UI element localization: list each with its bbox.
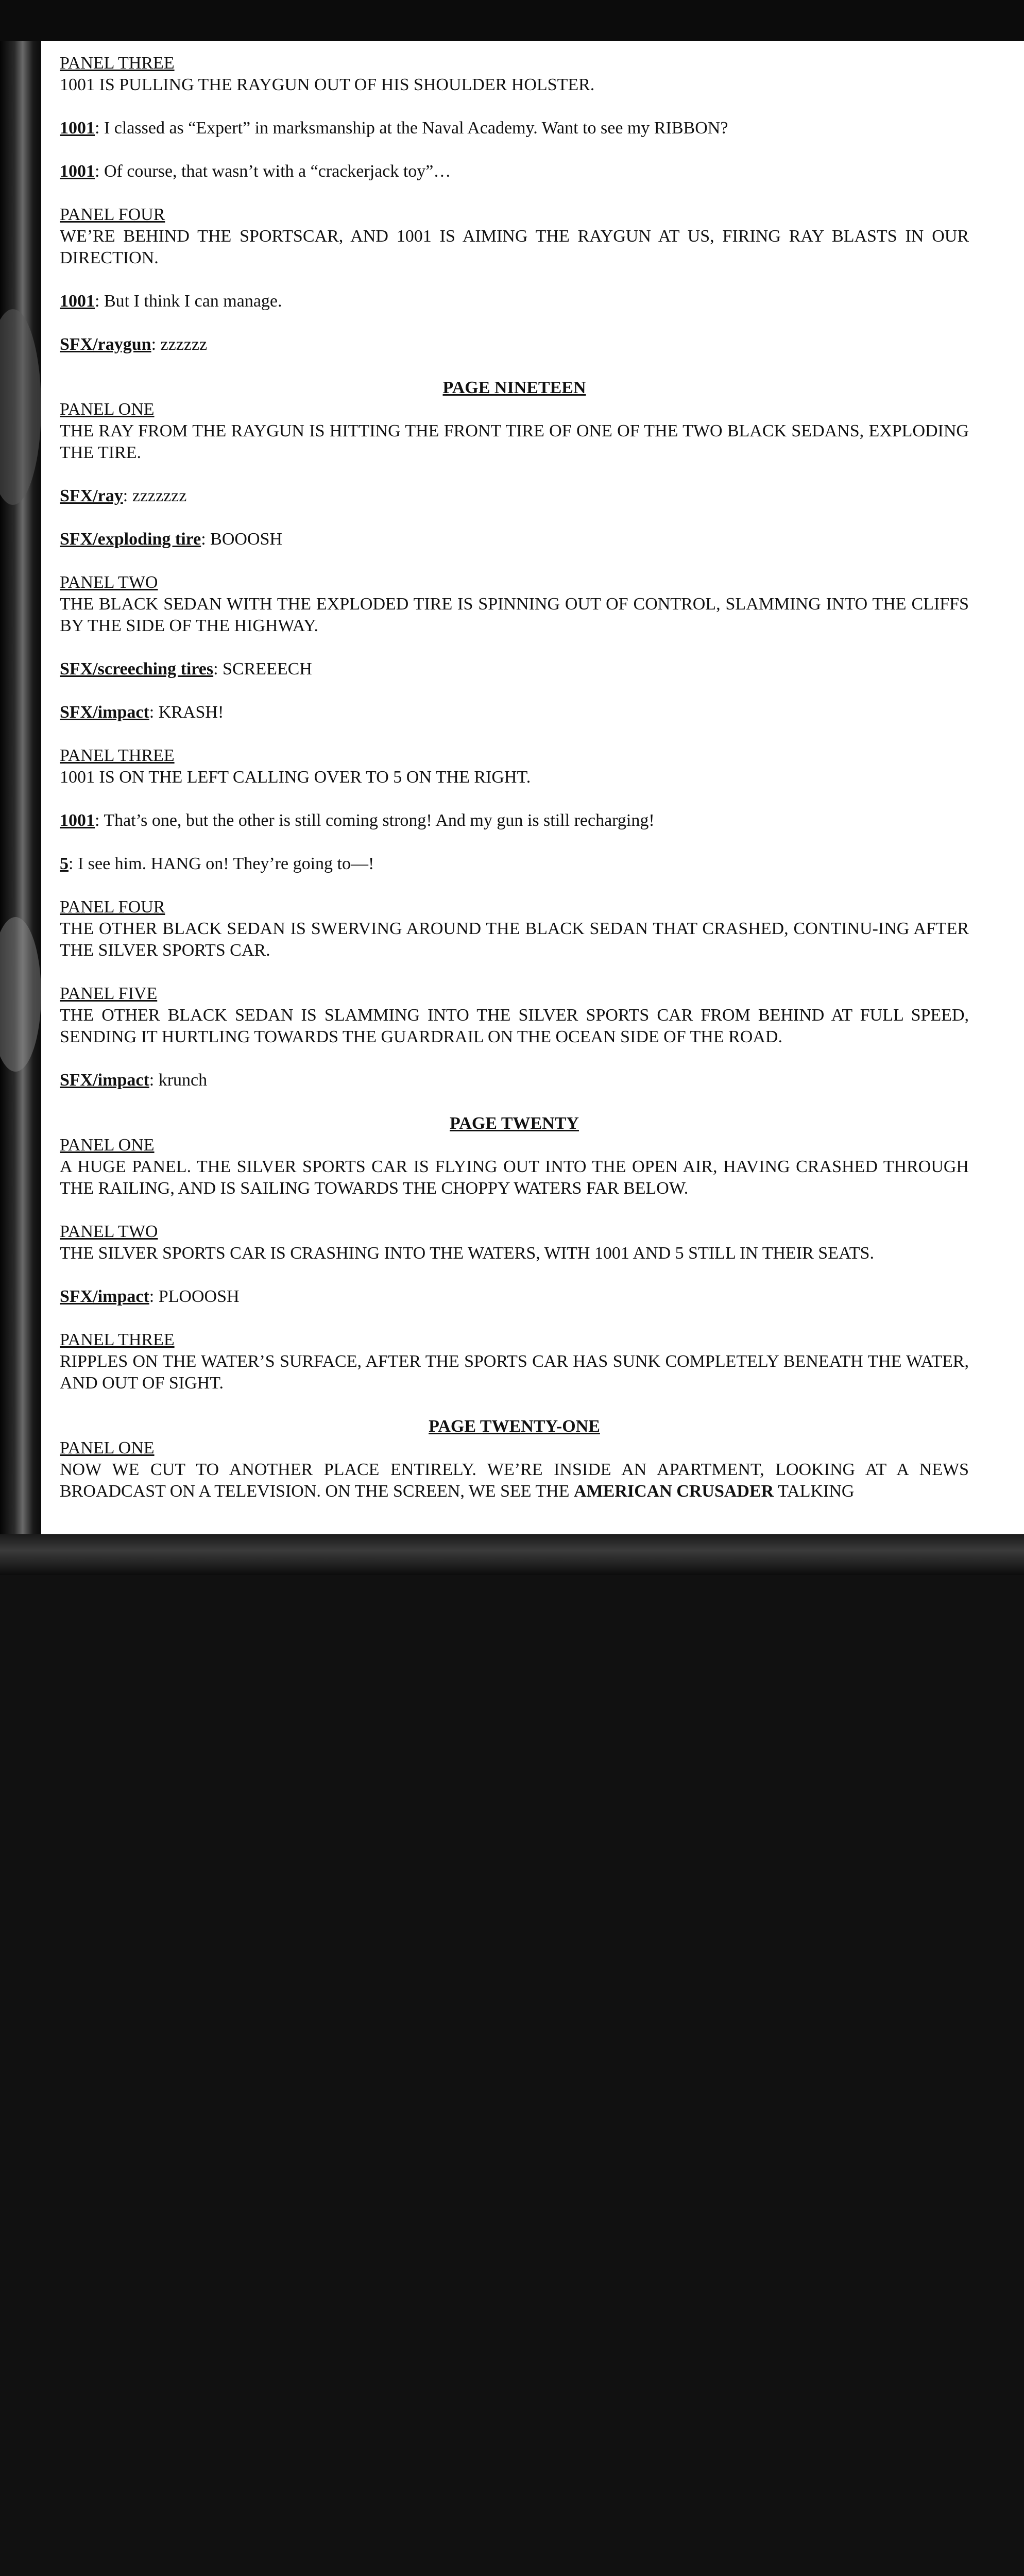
dialogue-line <box>60 291 969 312</box>
dialogue-text: : But I think I can manage. <box>95 292 282 311</box>
dialogue-line <box>60 810 969 832</box>
sfx-line <box>60 1286 969 1308</box>
sfx-label: SFX/impact <box>60 703 149 722</box>
panel-description: WE’RE BEHIND THE SPORTSCAR, AND 1001 IS AIMING THE RAYGUN AT US, FIRING RAY BLASTS IN OUR DIRECTION. <box>60 227 969 267</box>
panel-block <box>60 1221 969 1264</box>
panel-heading: PANEL THREE <box>60 54 175 73</box>
description-text: TALKING <box>774 1482 855 1501</box>
page-title: PAGE NINETEEN <box>442 378 586 397</box>
sfx-label: SFX/impact <box>60 1287 149 1306</box>
speaker-name: 1001 <box>60 292 95 311</box>
speaker-name: 1001 <box>60 118 95 138</box>
panel-heading: PANEL ONE <box>60 400 155 419</box>
panel-heading: PANEL THREE <box>60 746 175 765</box>
panel-heading: PANEL ONE <box>60 1438 155 1458</box>
page-title: PAGE TWENTY <box>450 1114 579 1133</box>
panel-description: 1001 IS ON THE LEFT CALLING OVER TO 5 ON THE RIGHT. <box>60 768 531 787</box>
panel-heading: PANEL THREE <box>60 1330 175 1349</box>
panel-description: THE RAY FROM THE RAYGUN IS HITTING THE FRONT TIRE OF ONE OF THE TWO BLACK SEDANS, EXPLODING THE TIRE. <box>60 421 969 462</box>
left-artwork-border <box>0 41 41 1535</box>
speaker-name: 5 <box>60 854 69 873</box>
sfx-text: : zzzzzz <box>151 335 208 354</box>
sfx-line <box>60 658 969 680</box>
dialogue-text: : That’s one, but the other is still coming strong! And my gun is still recharging! <box>95 811 655 830</box>
panel-block <box>60 1134 969 1199</box>
panel-block <box>60 572 969 637</box>
panel-heading: PANEL FOUR <box>60 205 165 224</box>
speaker-name: 1001 <box>60 162 95 181</box>
panel-heading: PANEL FIVE <box>60 984 158 1003</box>
bottom-artwork-border <box>0 1534 1024 1575</box>
panel-block <box>60 983 969 1048</box>
panel-heading: PANEL FOUR <box>60 897 165 917</box>
script-content <box>60 53 969 1502</box>
dialogue-line <box>60 117 969 139</box>
sfx-line <box>60 334 969 355</box>
panel-description: A HUGE PANEL. THE SILVER SPORTS CAR IS FLYING OUT INTO THE OPEN AIR, HAVING CRASHED THROUGH THE RAILING, AND IS SAILING TOWARDS THE CHOPPY WATERS FAR BELOW. <box>60 1157 969 1198</box>
artwork-highlight <box>0 917 41 1072</box>
panel-heading: PANEL TWO <box>60 1222 158 1241</box>
description-text: NOW WE CUT TO ANOTHER PLACE ENTIRELY. WE’RE INSIDE AN APARTMENT, LOOKING AT A NEWS BROADCAST ON A TELEVISION. ON THE SCREEN, WE SEE THE <box>60 1460 969 1501</box>
top-border <box>0 0 1024 41</box>
character-name: AMERICAN CRUSADER <box>574 1482 774 1501</box>
dialogue-line <box>60 161 969 182</box>
dialogue-text: : Of course, that wasn’t with a “crackerjack toy”… <box>95 162 451 181</box>
panel-block <box>60 399 969 464</box>
sfx-text: : krunch <box>149 1071 208 1090</box>
panel-block <box>60 53 969 96</box>
dialogue-text: : I see him. HANG on! They’re going to—! <box>69 854 374 873</box>
panel-block <box>60 896 969 961</box>
panel-description: THE BLACK SEDAN WITH THE EXPLODED TIRE IS SPINNING OUT OF CONTROL, SLAMMING INTO THE CLIFFS BY THE SIDE OF THE HIGHWAY. <box>60 595 969 635</box>
panel-block <box>60 1437 969 1502</box>
sfx-text: : BOOOSH <box>201 530 282 549</box>
panel-description: THE OTHER BLACK SEDAN IS SWERVING AROUND THE BLACK SEDAN THAT CRASHED, CONTINU-ING AFTER THE SILVER SPORTS CAR. <box>60 919 969 960</box>
sfx-label: SFX/screeching tires <box>60 659 214 679</box>
panel-heading: PANEL ONE <box>60 1136 155 1155</box>
panel-description: 1001 IS PULLING THE RAYGUN OUT OF HIS SHOULDER HOLSTER. <box>60 75 595 94</box>
sfx-text: : zzzzzzz <box>123 486 187 505</box>
panel-block <box>60 204 969 269</box>
sfx-text: : KRASH! <box>149 703 224 722</box>
dialogue-line <box>60 853 969 875</box>
artwork-shadow <box>0 309 41 505</box>
sfx-line <box>60 1070 969 1091</box>
sfx-text: : PLOOOSH <box>149 1287 240 1306</box>
script-page <box>41 41 1024 1534</box>
panel-description: THE SILVER SPORTS CAR IS CRASHING INTO THE WATERS, WITH 1001 AND 5 STILL IN THEIR SEATS. <box>60 1244 874 1263</box>
sfx-text: : SCREEECH <box>213 659 312 679</box>
sfx-label: SFX/exploding tire <box>60 530 201 549</box>
dialogue-text: : I classed as “Expert” in marksmanship at the Naval Academy. Want to see my RIBBON? <box>95 118 728 138</box>
panel-description: RIPPLES ON THE WATER’S SURFACE, AFTER THE SPORTS CAR HAS SUNK COMPLETELY BENEATH THE WATER, AND OUT OF SIGHT. <box>60 1352 969 1393</box>
panel-heading: PANEL TWO <box>60 573 158 592</box>
sfx-label: SFX/raygun <box>60 335 151 354</box>
page-title: PAGE TWENTY-ONE <box>429 1417 600 1436</box>
panel-block <box>60 1329 969 1394</box>
panel-block <box>60 745 969 788</box>
panel-description: THE OTHER BLACK SEDAN IS SLAMMING INTO THE SILVER SPORTS CAR FROM BEHIND AT FULL SPEED, SENDING IT HURTLING TOWARDS THE GUARDRAIL ON THE OCEAN SIDE OF THE ROAD. <box>60 1006 969 1046</box>
sfx-line <box>60 702 969 723</box>
sfx-line <box>60 529 969 550</box>
sfx-label: SFX/ray <box>60 486 123 505</box>
sfx-label: SFX/impact <box>60 1071 149 1090</box>
sfx-line <box>60 485 969 507</box>
speaker-name: 1001 <box>60 811 95 830</box>
panel-description <box>60 1459 969 1502</box>
